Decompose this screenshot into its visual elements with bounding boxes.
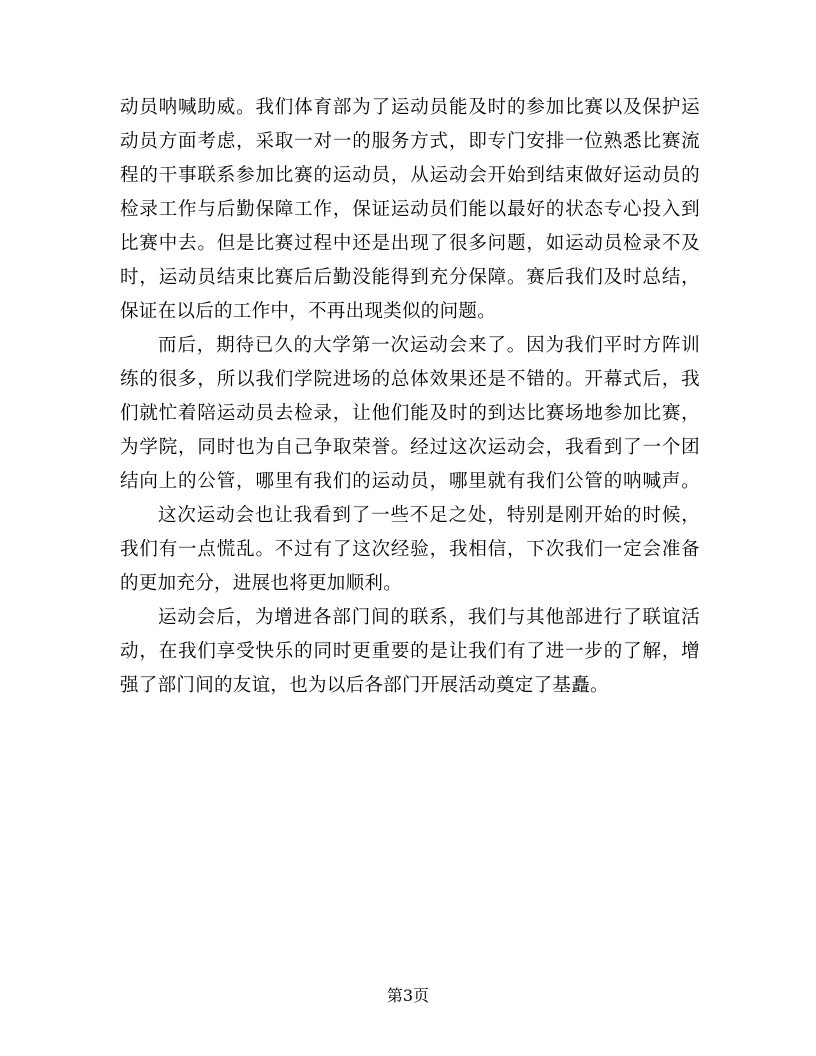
text-line: 时，运动员结束比赛后后勤没能得到充分保障。赛后我们及时总结， — [120, 267, 700, 288]
text-line: 程的干事联系参加比赛的运动员，从运动会开始到结束做好运动员的 — [120, 165, 700, 186]
text-line-paragraph-start: 运动会后，为增进各部门间的联系，我们与其他部进行了联谊活 — [158, 607, 700, 628]
text-line: 动，在我们享受快乐的同时更重要的是让我们有了进一步的了解，增 — [120, 641, 700, 662]
text-line: 为学院，同时也为自己争取荣誉。经过这次运动会，我看到了一个团 — [120, 437, 700, 458]
text-line: 练的很多，所以我们学院进场的总体效果还是不错的。开幕式后，我 — [120, 369, 700, 390]
text-line-paragraph-start: 这次运动会也让我看到了一些不足之处，特别是刚开始的时候， — [158, 505, 700, 526]
text-line: 结向上的公管，哪里有我们的运动员，哪里就有我们公管的呐喊声。 — [120, 471, 700, 492]
text-line: 们就忙着陪运动员去检录，让他们能及时的到达比赛场地参加比赛， — [120, 403, 700, 424]
text-line: 保证在以后的工作中，不再出现类似的问题。 — [120, 301, 497, 322]
text-line: 强了部门间的友谊，也为以后各部门开展活动奠定了基矗。 — [120, 675, 609, 696]
text-line: 的更加充分，进展也将更加顺利。 — [120, 573, 403, 594]
document-body — [120, 91, 700, 703]
text-line-paragraph-start: 而后，期待已久的大学第一次运动会来了。因为我们平时方阵训 — [158, 335, 700, 356]
text-line: 动员方面考虑，采取一对一的服务方式，即专门安排一位熟悉比赛流 — [120, 131, 700, 152]
text-line: 我们有一点慌乱。不过有了这次经验，我相信，下次我们一定会准备 — [120, 539, 700, 560]
text-line: 检录工作与后勤保障工作，保证运动员们能以最好的状态专心投入到 — [120, 199, 700, 220]
page-number: 第3页 — [386, 986, 430, 1005]
text-line: 比赛中去。但是比赛过程中还是出现了很多问题，如运动员检录不及 — [120, 233, 700, 254]
text-line: 动员呐喊助威。我们体育部为了运动员能及时的参加比赛以及保护运 — [120, 97, 700, 118]
